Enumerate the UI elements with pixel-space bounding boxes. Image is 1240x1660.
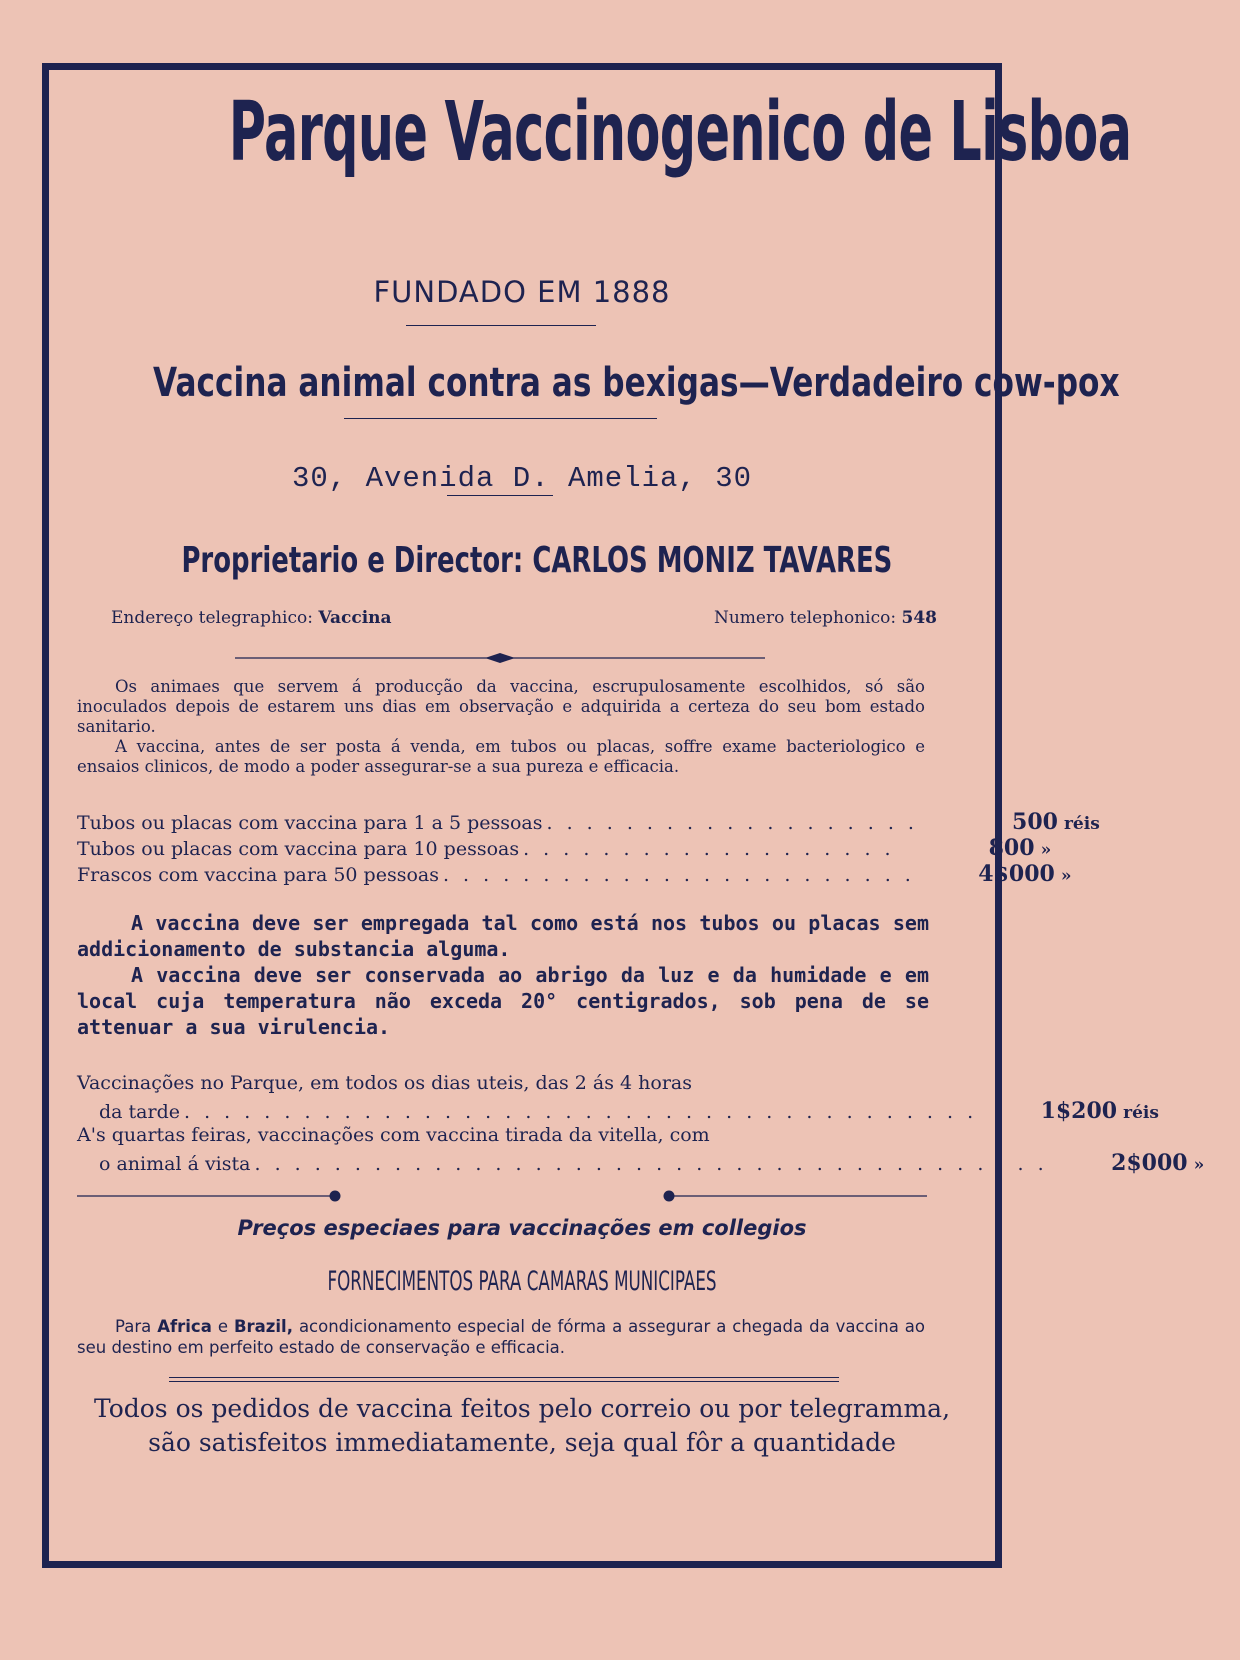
brazil-word: Brazil, — [233, 1317, 293, 1336]
price-row: Tubos ou placas com vaccina para 1 a 5 pessoas . . . . . . . . . . . . . . . . . . . 500 réis — [77, 809, 1100, 835]
closing-text — [49, 1392, 995, 1460]
leader-dots: . . . . . . . . . . . . . . . . . . . — [523, 838, 895, 860]
phone-value: 548 — [901, 608, 937, 628]
closing-line: Todos os pedidos de vaccina feitos pelo correio ou por telegramma, — [93, 1394, 951, 1423]
vaccination-price-row: o animal á vista . . . . . . . . . . . . . . . . . . . . . . . . . . . . . . . . . . . . . . . . 2$000 » — [99, 1150, 1205, 1176]
leader-dots: . . . . . . . . . . . . . . . . . . . . . . . . — [442, 864, 915, 886]
usage-paragraph: A vaccina deve ser conservada ao abrigo da luz e da humidade e em local cuja temperatura não exceda 20° centigrados, sob pena de se attenuar a sua virulencia. — [77, 963, 929, 1039]
vaccination-line: Vaccinações no Parque, em todos os dias uteis, das 2 ás 4 horas — [77, 1072, 692, 1094]
diamond-rule-ornament — [235, 651, 765, 665]
intro-paragraph: Os animaes que servem á producção da vaccina, escrupulosamente escolhidos, só são inoculados depois de estarem uns dias em observação e adquirida a certeza do seu bom estado sanitario. — [77, 677, 925, 736]
africa-word: Africa — [157, 1317, 212, 1336]
divider — [344, 418, 657, 419]
price-row: Tubos ou placas com vaccina para 10 pessoas . . . . . . . . . . . . . . . . . . . 800 » — [77, 835, 1052, 861]
divider — [447, 495, 553, 496]
director-label: Proprietario e Director: — [181, 540, 524, 581]
usage-paragraph: A vaccina deve ser empregada tal como está nos tubos ou placas sem addicionamento de substancia alguma. — [77, 911, 929, 961]
director-line — [181, 540, 893, 581]
vaccination-price-row: da tarde . . . . . . . . . . . . . . . . . . . . . . . . . . . . . . . . . . . . . . . . 1$200 réis — [99, 1098, 1159, 1124]
page-title: Parque Vaccinogenico de Lisboa — [228, 85, 1132, 180]
africa-brazil-text: Para Africa e Brazil, acondicionamento especial de fórma a assegurar a chegada da vaccina ao seu destino em perfeito estado de conservação e efficacia. — [77, 1317, 925, 1357]
founded-line: FUNDADO EM 1888 — [373, 275, 671, 309]
contact-line — [111, 608, 937, 628]
vaccine-heading: Vaccina animal contra as bexigas—Verdadeiro cow-pox — [153, 360, 1120, 406]
divider — [406, 325, 596, 326]
closing-line: são satisfeitos immediatamente, seja qual fôr a quantidade — [148, 1428, 896, 1457]
telegraph-value: Vaccina — [318, 608, 392, 628]
usage-text — [77, 910, 929, 1040]
director-name: CARLOS MONIZ TAVARES — [532, 540, 893, 581]
divider — [169, 1377, 839, 1378]
phone-number: Numero telephonico: 548 — [713, 608, 937, 628]
dot-rule-ornament — [77, 1190, 927, 1202]
advertisement-frame — [42, 63, 1205, 1568]
telegraph-address: Endereço telegraphico: Vaccina — [111, 608, 392, 628]
leader-dots: . . . . . . . . . . . . . . . . . . . . . . . . . . . . . . . . . . . . . . . . — [254, 1153, 1048, 1175]
intro-text — [77, 677, 925, 777]
special-prices-line: Preços especiaes para vaccinações em collegios — [237, 1216, 807, 1240]
leader-dots: . . . . . . . . . . . . . . . . . . . . . . . . . . . . . . . . . . . . . . . . — [183, 1101, 978, 1123]
vaccination-line: A's quartas feiras, vaccinações com vaccina tirada da vitella, com — [77, 1124, 710, 1146]
leader-dots: . . . . . . . . . . . . . . . . . . . — [546, 812, 918, 834]
price-list — [77, 809, 1100, 887]
address: 30, Avenida D. Amelia, 30 — [291, 462, 753, 495]
divider — [169, 1381, 839, 1382]
vaccination-list — [77, 1072, 1205, 1176]
price-row: Frascos com vaccina para 50 pessoas . . . . . . . . . . . . . . . . . . . . . . . . 4$000 » — [77, 861, 1072, 887]
intro-paragraph: A vaccina, antes de ser posta á venda, em tubos ou placas, soffre exame bacteriologico e ensaios clinicos, de modo a poder assegurar-se a sua pureza e efficacia. — [77, 737, 925, 776]
supply-line: FORNECIMENTOS PARA CAMARAS MUNICIPAES — [327, 1266, 717, 1297]
